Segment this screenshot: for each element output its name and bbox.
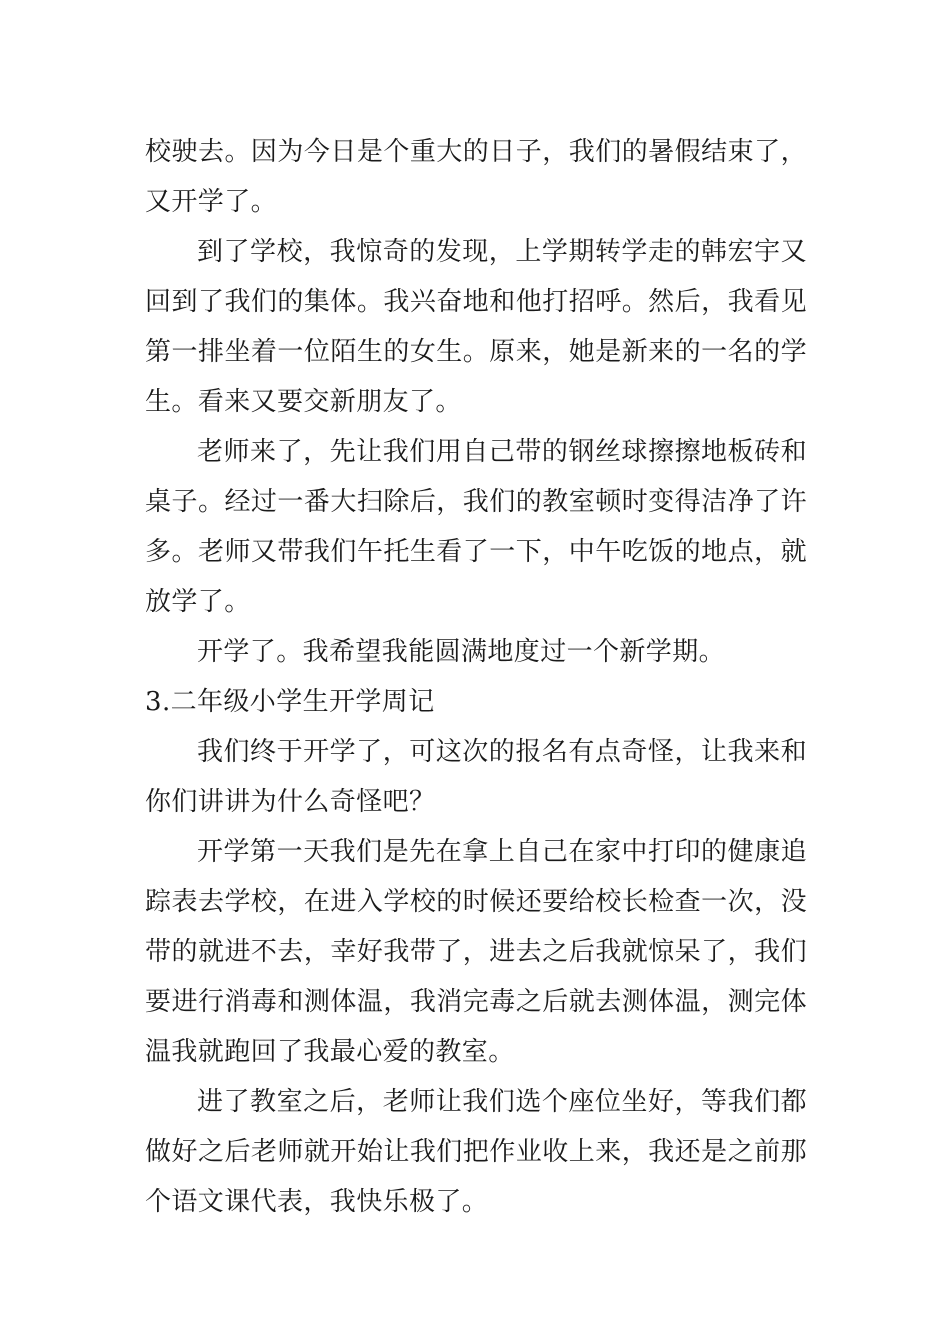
paragraph-cleaning: 老师来了，先让我们用自己带的钢丝球擦擦地板砖和桌子。经过一番大扫除后，我们的教室顿时变得洁净了许多。老师又带我们午托生看了一下，中午吃饭的地点，就放学了。 [145,437,807,617]
paragraph-continuation: 校驶去。因为今日是个重大的日子，我们的暑假结束了，又开学了。 [145,137,807,217]
paragraph-hope: 开学了。我希望我能圆满地度过一个新学期。 [197,637,726,667]
paragraph-first-day: 开学第一天我们是先在拿上自己在家中打印的健康追踪表去学校，在进入学校的时候还要给校长检查一次，没带的就进不去，幸好我带了，进去之后我就惊呆了，我们要进行消毒和测体温，我消完毒之后就去测体温，测完体温我就跑回了我最心爱的教室。 [145,837,807,1067]
section-heading: 3.二年级小学生开学周记 [145,687,435,717]
paragraph-classroom: 进了教室之后，老师让我们选个座位坐好，等我们都做好之后老师就开始让我们把作业收上来，我还是之前那个语文课代表，我快乐极了。 [145,1087,807,1217]
paragraph-registration: 我们终于开学了，可这次的报名有点奇怪，让我来和你们讲讲为什么奇怪吧？ [145,737,807,817]
document-body [145,127,807,1227]
paragraph-arrival: 到了学校，我惊奇的发现，上学期转学走的韩宏宇又回到了我们的集体。我兴奋地和他打招呼。然后，我看见第一排坐着一位陌生的女生。原来，她是新来的一名的学生。看来又要交新朋友了。 [145,237,807,417]
